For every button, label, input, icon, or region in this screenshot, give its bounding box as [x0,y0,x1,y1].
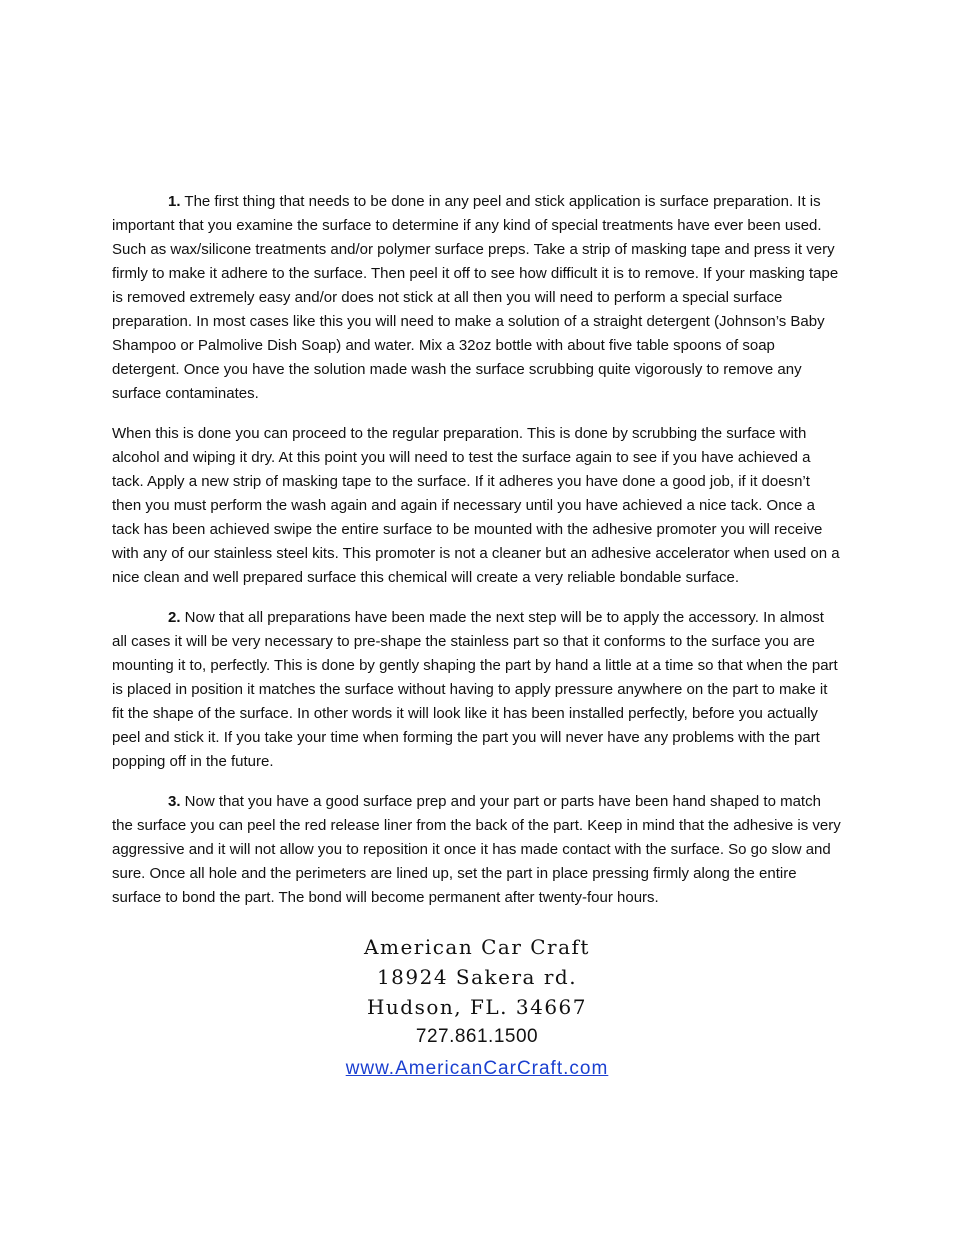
paragraph-text: Now that all preparations have been made the next step will be to apply the accessory. In almost all cases it will be very necessary to pre-shape the stainless part so that it conforms to the surface you are mounting it to, perfectly. This is done by gently shaping the part by hand a little at a time so that when the part is placed in position it matches the surface without having to apply pressure anywhere on the part to make it fit the shape of the surface. In other words it will look like it has been installed perfectly, before you actually peel and stick it. If you take your time when forming the part you will never have any problems with the part popping off in the future. [112,609,838,770]
city-state-zip: Hudson, FL. 34667 [366,995,588,1019]
paragraph-step-2 [112,606,842,774]
contact-block [112,932,842,1084]
step-number: 3. [168,793,181,810]
phone-number: 727.861.1500 [415,1026,539,1047]
step-number: 1. [168,193,181,210]
paragraph-text: When this is done you can proceed to the regular preparation. This is done by scrubbing the surface with alcohol and wiping it dry. At this point you will need to test the surface again to see if you have achieved a tack. Apply a new strip of masking tape to the surface. If it adheres you have done a good job, if it doesn’t then you must perform the wash again and again if necessary until you have achieved a nice tack. Once a tack has been achieved swipe the entire surface to be mounted with the adhesive promoter you will receive with any of our stainless steel kits. This promoter is not a cleaner but an adhesive accelerator when used on a nice clean and well prepared surface this chemical will create a very reliable bondable surface. [112,425,840,586]
paragraph-step-1-continued [112,422,842,590]
step-number: 2. [168,609,181,626]
paragraph-step-3 [112,790,842,910]
document-body [112,190,842,1084]
paragraph-text: Now that you have a good surface prep and your part or parts have been hand shaped to match the surface you can peel the red release liner from the back of the part. Keep in mind that the adhesive is very aggressive and it will not allow you to reposition it once it has made contact with the surface. So go slow and sure. Once all hole and the perimeters are lined up, set the part in place pressing firmly along the entire surface to bond the part. The bond will become permanent after twenty-four hours. [112,793,841,906]
company-name: American Car Craft [364,935,590,959]
street-address: 18924 Sakera rd. [376,965,578,989]
website-link[interactable]: www.AmericanCarCraft.com [345,1058,609,1079]
paragraph-text: The first thing that needs to be done in any peel and stick application is surface preparation. It is important that you examine the surface to determine if any kind of special treatments have ever been used. Such as wax/silicone treatments and/or polymer surface preps. Take a strip of masking tape and press it very firmly to make it adhere to the surface. Then peel it off to see how difficult it is to remove. If your masking tape is removed extremely easy and/or does not stick at all then you will need to perform a special surface preparation. In most cases like this you will need to make a solution of a straight detergent (Johnson’s Baby Shampoo or Palmolive Dish Soap) and water. Mix a 32oz bottle with about five table spoons of soap detergent. Once you have the solution made wash the surface scrubbing quite vigorously to remove any surface contaminates. [112,193,839,402]
paragraph-step-1 [112,190,842,406]
